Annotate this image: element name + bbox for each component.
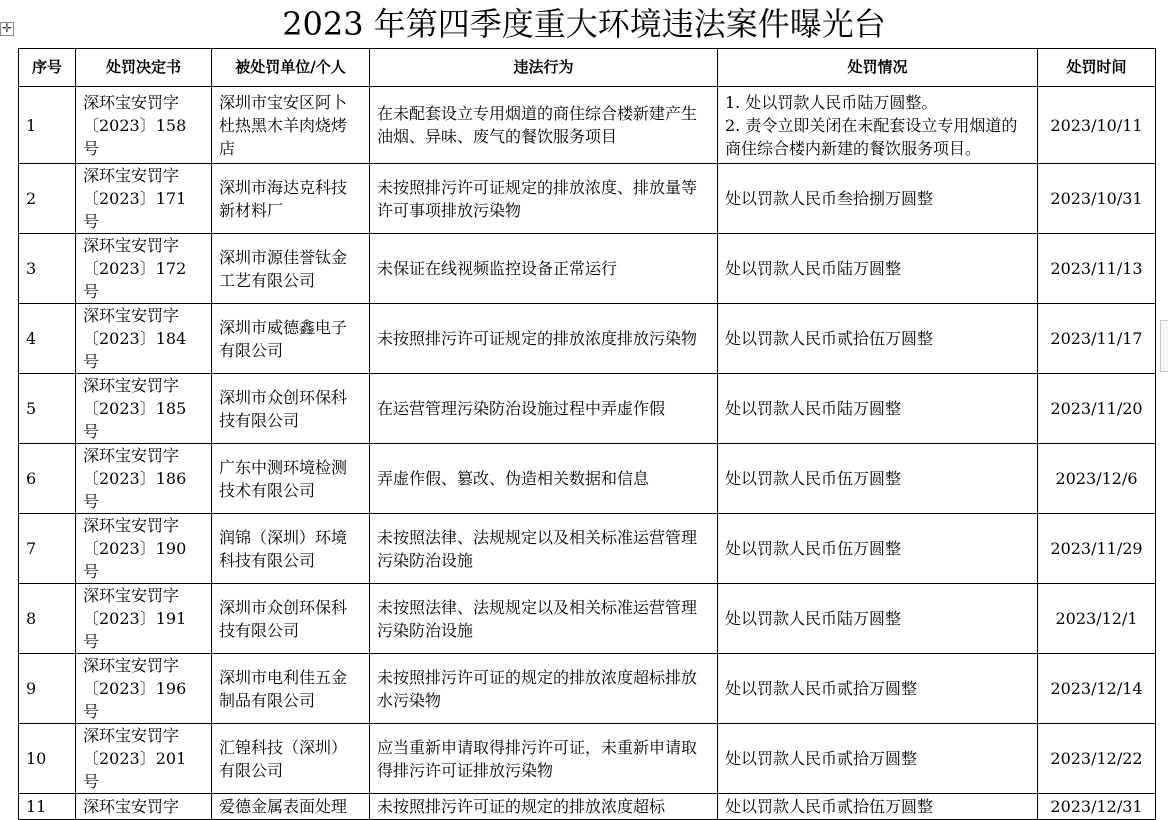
cell-date: 2023/11/13 xyxy=(1038,234,1156,304)
decision-line: 深环宝安罚字 xyxy=(83,166,180,185)
cell-index: 7 xyxy=(19,514,76,584)
cell-decision xyxy=(76,87,212,164)
cell-behavior: 在未配套设立专用烟道的商住综合楼新建产生油烟、异味、废气的餐饮服务项目 xyxy=(370,87,718,164)
cell-unit: 深圳市宝安区阿卜杜热黑木羊肉烧烤店 xyxy=(212,87,370,164)
cell-penalty: 处以罚款人民币贰拾伍万圆整 xyxy=(718,304,1038,374)
cell-unit: 深圳市众创环保科技有限公司 xyxy=(212,584,370,654)
cell-index: 11 xyxy=(19,794,76,820)
cell-penalty: 处以罚款人民币贰拾万圆整 xyxy=(718,724,1038,794)
cell-penalty: 处以罚款人民币陆万圆整 xyxy=(718,374,1038,444)
header-penalty: 处罚情况 xyxy=(718,49,1038,87)
cell-date: 2023/12/14 xyxy=(1038,654,1156,724)
cell-unit: 深圳市威德鑫电子有限公司 xyxy=(212,304,370,374)
header-decision: 处罚决定书 xyxy=(76,49,212,87)
cell-penalty: 处以罚款人民币伍万圆整 xyxy=(718,444,1038,514)
table-row xyxy=(19,794,1156,820)
cell-behavior: 未保证在线视频监控设备正常运行 xyxy=(370,234,718,304)
table-row xyxy=(19,654,1156,724)
decision-line: 深环宝安罚字 xyxy=(83,726,180,745)
cell-date: 2023/12/1 xyxy=(1038,584,1156,654)
cell-penalty: 处以罚款人民币伍万圆整 xyxy=(718,514,1038,584)
cell-penalty: 处以罚款人民币陆万圆整 xyxy=(718,584,1038,654)
cell-index: 3 xyxy=(19,234,76,304)
header-index: 序号 xyxy=(19,49,76,87)
cell-unit: 汇锽科技（深圳）有限公司 xyxy=(212,724,370,794)
header-date: 处罚时间 xyxy=(1038,49,1156,87)
penalty-item: 2. 责令立即关闭在未配套设立专用烟道的商住综合楼内新建的餐饮服务项目。 xyxy=(725,115,1018,158)
table-row xyxy=(19,444,1156,514)
decision-number: 〔2023〕172 号 xyxy=(83,259,187,301)
cell-behavior: 未按照排污许可证的规定的排放浓度超标排放水污染物 xyxy=(370,654,718,724)
decision-number: 〔2023〕201 号 xyxy=(83,749,187,791)
cell-date: 2023/11/17 xyxy=(1038,304,1156,374)
cell-decision xyxy=(76,584,212,654)
table-row xyxy=(19,514,1156,584)
decision-number: 〔2023〕186 号 xyxy=(83,469,187,511)
decision-number: 〔2023〕171 号 xyxy=(83,189,187,231)
cell-unit: 深圳市海达克科技新材料厂 xyxy=(212,164,370,234)
table-row xyxy=(19,87,1156,164)
cell-unit: 爱德金属表面处理 xyxy=(212,794,370,820)
cell-behavior: 在运营管理污染防治设施过程中弄虚作假 xyxy=(370,374,718,444)
cell-decision: 深环宝安罚字 xyxy=(76,794,212,820)
decision-number: 〔2023〕196 号 xyxy=(83,679,187,721)
violations-table xyxy=(18,48,1156,820)
page-title: 2023 年第四季度重大环境违法案件曝光台 xyxy=(282,5,886,43)
cell-behavior: 弄虚作假、篡改、伪造相关数据和信息 xyxy=(370,444,718,514)
cell-unit: 深圳市源佳誉钛金工艺有限公司 xyxy=(212,234,370,304)
cell-behavior: 未按照排污许可证规定的排放浓度排放污染物 xyxy=(370,304,718,374)
cell-decision xyxy=(76,514,212,584)
header-behavior: 违法行为 xyxy=(370,49,718,87)
cell-penalty xyxy=(718,87,1038,164)
decision-number: 〔2023〕185 号 xyxy=(83,399,187,441)
cell-behavior: 未按照排污许可证规定的排放浓度、排放量等许可事项排放污染物 xyxy=(370,164,718,234)
table-move-icon[interactable] xyxy=(0,22,14,36)
cell-index: 10 xyxy=(19,724,76,794)
cell-date: 2023/10/11 xyxy=(1038,87,1156,164)
decision-line: 深环宝安罚字 xyxy=(83,446,180,465)
cell-date: 2023/10/31 xyxy=(1038,164,1156,234)
cell-date: 2023/11/20 xyxy=(1038,374,1156,444)
cell-penalty: 处以罚款人民币贰拾伍万圆整 xyxy=(718,794,1038,820)
cell-index: 1 xyxy=(19,87,76,164)
cell-unit: 广东中测环境检测技术有限公司 xyxy=(212,444,370,514)
cell-decision xyxy=(76,234,212,304)
table-header-row xyxy=(19,49,1156,87)
decision-line: 深环宝安罚字 xyxy=(83,586,180,605)
decision-line: 深环宝安罚字 xyxy=(83,516,180,535)
cell-penalty: 处以罚款人民币叁拾捌万圆整 xyxy=(718,164,1038,234)
cell-behavior: 应当重新申请取得排污许可证，未重新申请取得排污许可证排放污染物 xyxy=(370,724,718,794)
cell-behavior: 未按照法律、法规规定以及相关标准运营管理污染防治设施 xyxy=(370,584,718,654)
cell-decision xyxy=(76,374,212,444)
cell-decision xyxy=(76,724,212,794)
decision-number: 〔2023〕190 号 xyxy=(83,539,187,581)
cell-index: 6 xyxy=(19,444,76,514)
cell-penalty: 处以罚款人民币陆万圆整 xyxy=(718,234,1038,304)
cell-decision xyxy=(76,304,212,374)
cell-date: 2023/12/6 xyxy=(1038,444,1156,514)
decision-number: 〔2023〕191 号 xyxy=(83,609,187,651)
cell-unit: 深圳市电利佳五金制品有限公司 xyxy=(212,654,370,724)
cell-unit: 深圳市众创环保科技有限公司 xyxy=(212,374,370,444)
decision-line: 深环宝安罚字 xyxy=(83,236,180,255)
table-row xyxy=(19,374,1156,444)
table-row xyxy=(19,164,1156,234)
cell-unit: 润锦（深圳）环境科技有限公司 xyxy=(212,514,370,584)
cell-decision xyxy=(76,164,212,234)
header-unit: 被处罚单位/个人 xyxy=(212,49,370,87)
decision-line: 深环宝安罚字 xyxy=(83,306,180,325)
cell-penalty: 处以罚款人民币贰拾万圆整 xyxy=(718,654,1038,724)
table-row xyxy=(19,234,1156,304)
decision-line: 深环宝安罚字 xyxy=(83,656,180,675)
cell-date: 2023/12/31 xyxy=(1038,794,1156,820)
cell-index: 4 xyxy=(19,304,76,374)
cell-index: 8 xyxy=(19,584,76,654)
scroll-edge-marker[interactable] xyxy=(1160,320,1168,372)
cell-date: 2023/11/29 xyxy=(1038,514,1156,584)
cell-index: 2 xyxy=(19,164,76,234)
cell-index: 9 xyxy=(19,654,76,724)
cell-decision xyxy=(76,654,212,724)
decision-number: 〔2023〕184 号 xyxy=(83,329,187,371)
cell-index: 5 xyxy=(19,374,76,444)
cell-date: 2023/12/22 xyxy=(1038,724,1156,794)
cell-behavior: 未按照排污许可证的规定的排放浓度超标 xyxy=(370,794,718,820)
table-row xyxy=(19,584,1156,654)
cell-behavior: 未按照法律、法规规定以及相关标准运营管理污染防治设施 xyxy=(370,514,718,584)
table-row xyxy=(19,724,1156,794)
decision-line: 深环宝安罚字 xyxy=(83,92,180,112)
decision-line: 深环宝安罚字 xyxy=(83,376,180,395)
penalty-item: 1. 处以罚款人民币陆万圆整。 xyxy=(725,92,938,112)
decision-number: 〔2023〕158 号 xyxy=(83,115,187,158)
table-row xyxy=(19,304,1156,374)
cell-decision xyxy=(76,444,212,514)
